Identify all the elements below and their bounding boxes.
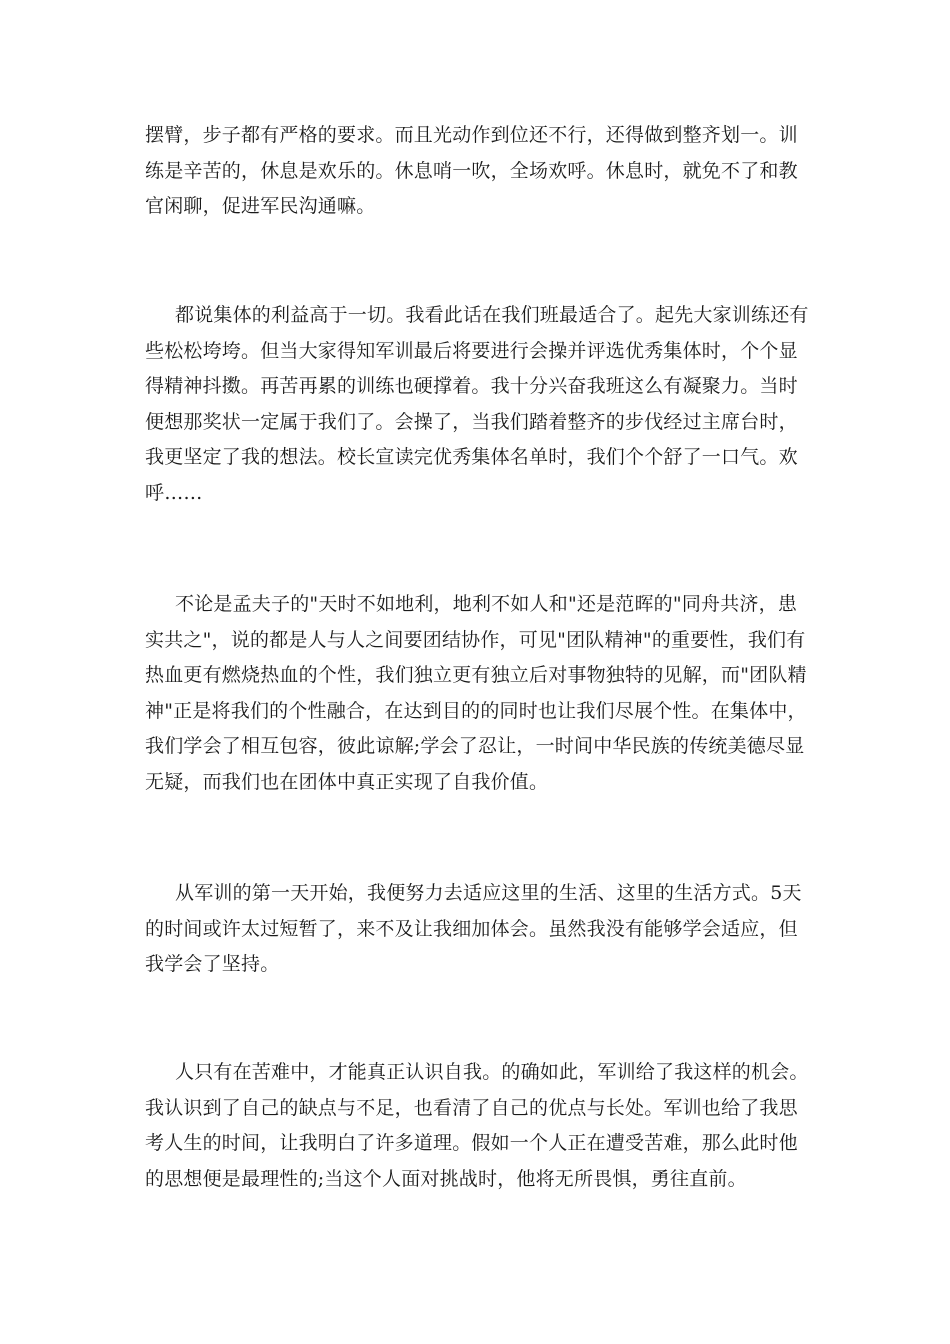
text-line: 从军训的第一天开始，我便努力去适应这里的生活、这里的生活方式。5天	[175, 882, 802, 904]
text-line: 不论是孟夫子的"天时不如地利，地利不如人和"还是范晖的"同舟共济，患	[175, 593, 798, 615]
text-line: 些松松垮垮。但当大家得知军训最后将要进行会操并评选优秀集体时，个个显	[145, 339, 798, 362]
paragraph-1	[145, 118, 813, 225]
text-line: 便想那奖状一定属于我们了。会操了，当我们踏着整齐的步伐经过主席台时，	[145, 410, 798, 433]
paragraph-4	[145, 876, 813, 983]
text-line: 热血更有燃烧热血的个性，我们独立更有独立后对事物独特的见解，而"团队精	[145, 664, 807, 686]
text-line: 我更坚定了我的想法。校长宣读完优秀集体名单时，我们个个舒了一口气。欢	[145, 446, 798, 468]
text-line: 呼……	[145, 481, 203, 504]
text-line: 摆臂，步子都有严格的要求。而且光动作到位还不行，还得做到整齐划一。训	[145, 124, 798, 146]
text-line: 人只有在苦难中，才能真正认识自我。的确如此，军训给了我这样的机会。	[175, 1061, 809, 1083]
text-line: 都说集体的利益高于一切。我看此话在我们班最适合了。起先大家训练还有	[175, 304, 809, 326]
text-line: 的时间或许太过短暂了，来不及让我细加体会。虽然我没有能够学会适应，但	[145, 917, 798, 940]
text-line: 无疑，而我们也在团体中真正实现了自我价值。	[145, 770, 549, 793]
text-line: 神"正是将我们的个性融合，在达到目的的同时也让我们尽展个性。在集体中，	[145, 699, 807, 722]
text-line: 官闲聊，促进军民沟通嘛。	[145, 195, 376, 217]
text-line: 得精神抖擞。再苦再累的训练也硬撑着。我十分兴奋我班这么有凝聚力。当时	[145, 375, 798, 397]
paragraph-5	[145, 1055, 813, 1197]
text-line: 我们学会了相互包容，彼此谅解;学会了忍让，一时间中华民族的传统美德尽显	[145, 735, 805, 757]
text-line: 我认识到了自己的缺点与不足，也看清了自己的优点与长处。军训也给了我思	[145, 1096, 798, 1119]
paragraph-3	[145, 587, 813, 800]
text-line: 考人生的时间，让我明白了许多道理。假如一个人正在遭受苦难，那么此时他	[145, 1132, 798, 1154]
paragraph-2	[145, 298, 813, 511]
text-line: 的思想便是最理性的;当这个人面对挑战时，他将无所畏惧，勇往直前。	[145, 1167, 747, 1190]
text-line: 我学会了坚持。	[145, 953, 280, 975]
text-line: 实共之"，说的都是人与人之间要团结协作，可见"团队精神"的重要性，我们有	[145, 628, 806, 651]
text-line: 练是辛苦的，休息是欢乐的。休息哨一吹，全场欢呼。休息时，就免不了和教	[145, 159, 798, 182]
